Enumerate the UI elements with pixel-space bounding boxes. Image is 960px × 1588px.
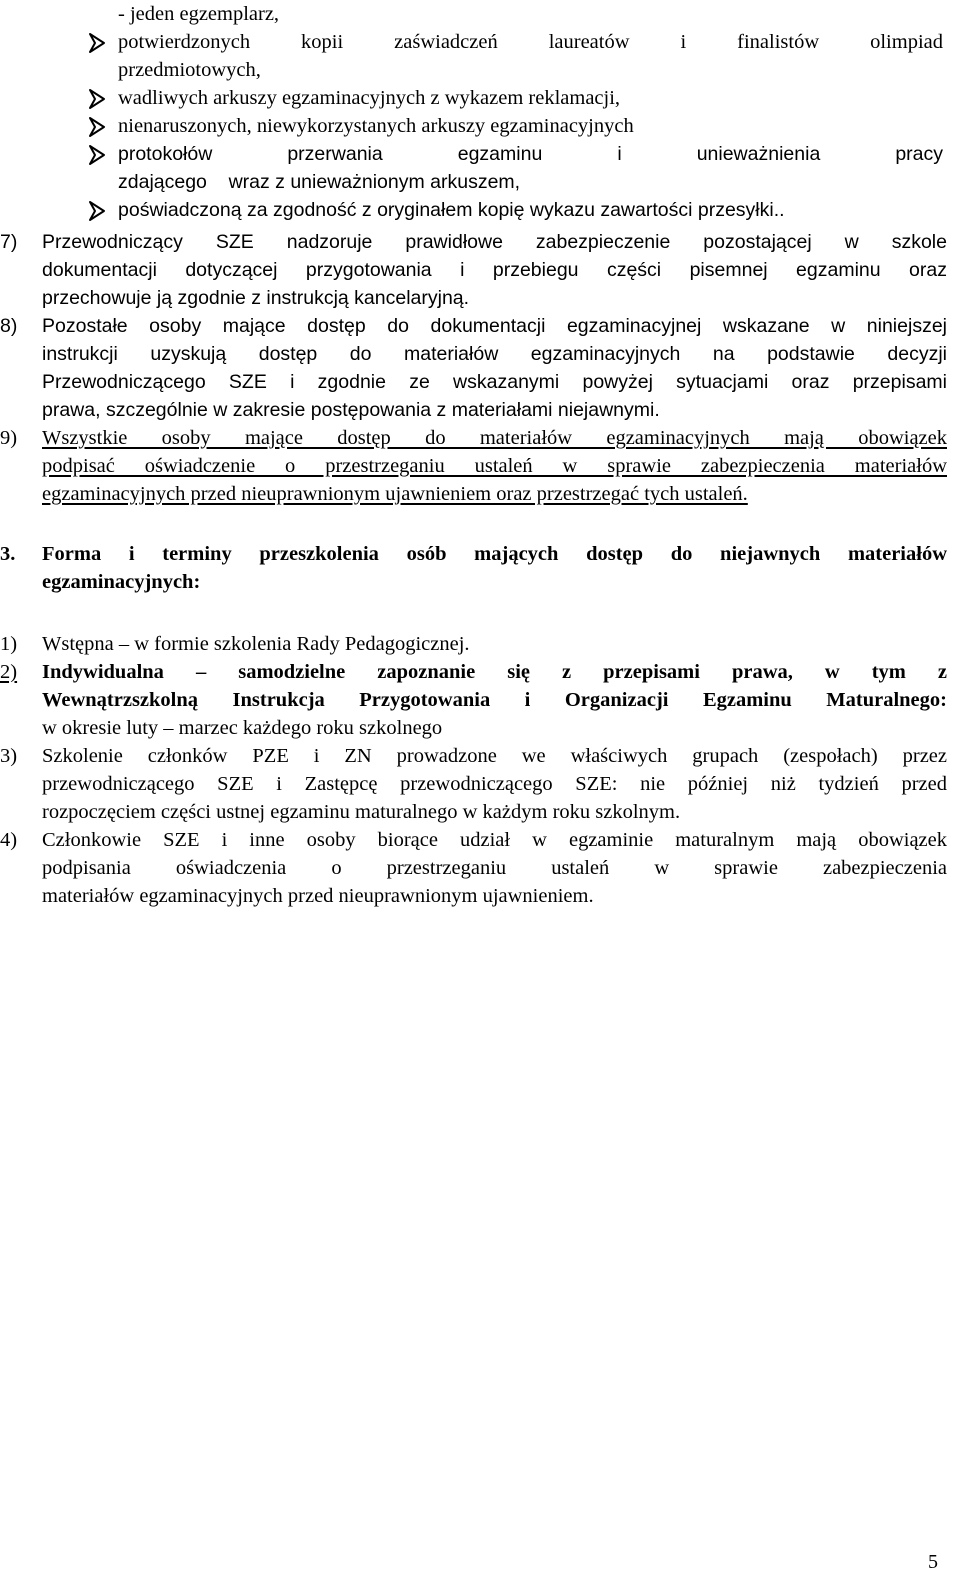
- item-7-number: 7): [0, 231, 18, 253]
- arrow-bullet-icon: [88, 88, 106, 110]
- item-8-number: 8): [0, 315, 18, 337]
- item-9-line-3: egzaminacyjnych przed nieuprawnionym ujawnieniem oraz przestrzegać tych ustaleń.: [42, 483, 748, 505]
- item-b1-number: 1): [0, 633, 18, 655]
- list-item-intro: - jeden egzemplarz,: [118, 3, 280, 25]
- item-7-line-3: przechowuje ją zgodnie z instrukcją kancelaryjną.: [42, 287, 470, 309]
- item-b3-line-1: Szkolenie członków PZE i ZN prowadzone we właściwych grupach (zespołach) przez: [42, 745, 947, 767]
- arrow-bullet-icon: [88, 200, 106, 222]
- item-b3-line-2: przewodniczącego SZE i Zastępcę przewodniczącego SZE: nie później niż tydzień przed: [42, 773, 947, 795]
- item-b4-number: 4): [0, 829, 18, 851]
- bullet-1-line-2: przedmiotowych,: [118, 59, 261, 81]
- item-b2-line-2: Wewnątrzszkolną Instrukcja Przygotowania i Organizacji Egzaminu Maturalnego:: [42, 689, 947, 711]
- item-9-number: 9): [0, 427, 18, 449]
- bullet-5-line-1: poświadczoną za zgodność z oryginałem kopię wykazu zawartości przesyłki..: [118, 199, 785, 221]
- item-b3-line-3: rozpoczęciem części ustnej egzaminu maturalnego w każdym roku szkolnym.: [42, 801, 681, 823]
- item-b1-line-1: Wstępna – w formie szkolenia Rady Pedagogicznej.: [42, 633, 470, 655]
- item-b4-line-2: podpisania oświadczenia o przestrzeganiu ustaleń w sprawie zabezpieczenia: [42, 857, 947, 879]
- item-b4-line-1: Członkowie SZE i inne osoby biorące udział w egzaminie maturalnym mają obowiązek: [42, 829, 947, 851]
- item-8-line-3: Przewodniczącego SZE i zgodnie ze wskazanymi powyżej sytuacjami oraz przepisami: [42, 371, 947, 393]
- item-7-line-2: dokumentacji dotyczącej przygotowania i przebiegu części pisemnej egzaminu oraz: [42, 259, 947, 281]
- bullet-4-line-2: zdającego wraz z unieważnionym arkuszem,: [118, 171, 521, 193]
- bullet-1-line-1: potwierdzonych kopii zaświadczeń laureatów i finalistów olimpiad: [118, 31, 943, 53]
- item-9-line-1: Wszystkie osoby mające dostęp do materiałów egzaminacyjnych mają obowiązek: [42, 427, 947, 449]
- item-8-line-4: prawa, szczególnie w zakresie postępowania z materiałami niejawnymi.: [42, 399, 660, 421]
- page-number: 5: [928, 1551, 938, 1573]
- item-b4-line-3: materiałów egzaminacyjnych przed nieuprawnionym ujawnieniem.: [42, 885, 594, 907]
- item-b2-line-3: w okresie luty – marzec każdego roku szkolnego: [42, 717, 443, 739]
- arrow-bullet-icon: [88, 32, 106, 54]
- item-8-line-1: Pozostałe osoby mające dostęp do dokumentacji egzaminacyjnej wskazane w niniejszej: [42, 315, 947, 337]
- item-b2-line-1: Indywidualna – samodzielne zapoznanie się z przepisami prawa, w tym z: [42, 661, 947, 683]
- section-heading-line-2: egzaminacyjnych:: [42, 571, 201, 593]
- bullet-2-line-1: wadliwych arkuszy egzaminacyjnych z wykazem reklamacji,: [118, 87, 621, 109]
- section-heading-line-1: Forma i terminy przeszkolenia osób mających dostęp do niejawnych materiałów: [42, 543, 947, 565]
- item-b2-number: 2): [0, 661, 18, 683]
- section-number: 3.: [0, 543, 16, 565]
- item-9-line-2: podpisać oświadczenie o przestrzeganiu ustaleń w sprawie zabezpieczenia materiałów: [42, 455, 947, 477]
- arrow-bullet-icon: [88, 116, 106, 138]
- item-b3-number: 3): [0, 745, 18, 767]
- arrow-bullet-icon: [88, 144, 106, 166]
- item-7-line-1: Przewodniczący SZE nadzoruje prawidłowe zabezpieczenie pozostającej w szkole: [42, 231, 947, 253]
- bullet-3-line-1: nienaruszonych, niewykorzystanych arkuszy egzaminacyjnych: [118, 115, 634, 137]
- item-8-line-2: instrukcji uzyskują dostęp do materiałów egzaminacyjnych na podstawie decyzji: [42, 343, 947, 365]
- bullet-4-line-1: protokołów przerwania egzaminu i unieważnienia pracy: [118, 143, 943, 165]
